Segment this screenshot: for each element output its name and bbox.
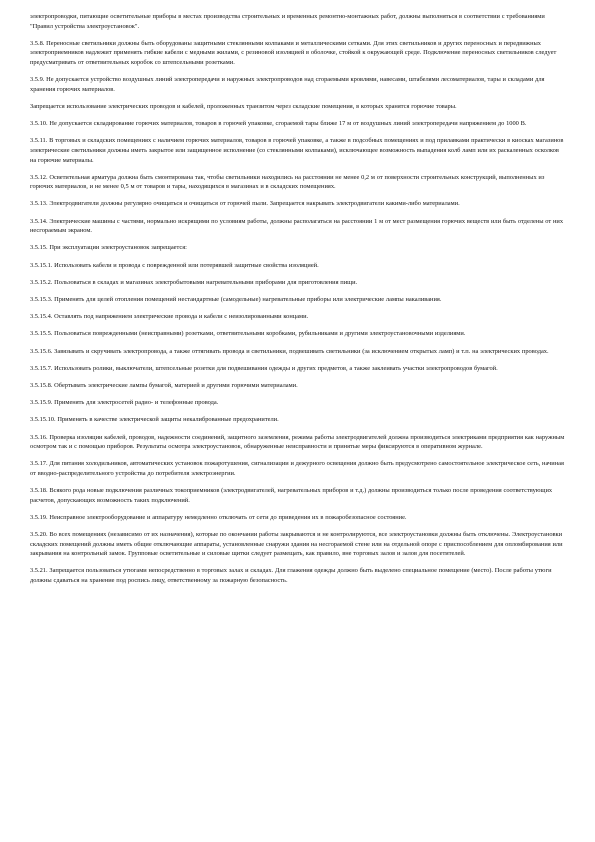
paragraph-3-5-15-4: 3.5.15.4. Оставлять под напряжением электрические провода и кабели с неизолированными концами. (30, 313, 309, 321)
paragraph-3-5-16: 3.5.16. Проверка изоляции кабелей, проводов, надежности соединений, защитного заземления, режима работы электродвигателей должна производиться электриками предприятия как наружным осмотром так и с помощью приборов. Результаты осмотра электроустановок, обнаруженные неисправности и принятые меры фиксируются в оперативном журнале. (30, 433, 565, 451)
paragraph-3-5-15-8: 3.5.15.8. Обертывать электрические лампы бумагой, материей и другими горючими материалами. (30, 381, 298, 389)
paragraph-3-5-10: 3.5.10. Не допускается складирование горючих материалов, товаров в горючей упаковке, сгораемой тары ближе 17 м от воздушных линий электропередачи напряжением до 1000 В. (30, 120, 527, 128)
paragraph-3-5-11: 3.5.11. В торговых и складских помещениях с наличием горючих материалов, товаров в горючей упаковке, а также в подсобных помещениях и под прилавками практически в киосках магазинов электрические светильники должны иметь закрытое или защищенное исполнение (со стеклянными колпаками), исключающее возможность выпадения колб ламп или их раскаленных осколков на горючие материалы. (30, 137, 564, 164)
paragraph-transit-wiring: Запрещается использование электрических проводов и кабелей, проложенных транзитом через складские помещения, в которых хранятся горючие товары. (30, 102, 457, 110)
paragraph-3-5-14: 3.5.14. Электрические машины с частями, нормально искрящими по условиям работы, должны располагаться на расстоянии 1 м от мест размещения горючих веществ или быть отделены от них несгораемым экраном. (30, 217, 564, 235)
paragraph-3-5-21: 3.5.21. Запрещается пользоваться утюгами непосредственно в торговых залах и складах. Для глажения одежды должно быть выделено специальное помещение (место). После работы утюги должны сдаваться на хранение под роспись лицу, ответственному за пожарную безопасность. (30, 567, 552, 584)
paragraph-3-5-15-7: 3.5.15.7. Использовать ролики, выключатели, штепсельные розетки для подвешивания одежды и других предметов, а также заклеивать участки электропроводов бумагой. (30, 364, 498, 372)
paragraph-3-5-15-1: 3.5.15.1. Использовать кабели и провода с поврежденной или потерявшей защитные свойства изоляцией. (30, 261, 319, 269)
paragraph-3-5-15-9: 3.5.15.9. Применять для электросетей радио- и телефонные провода. (30, 399, 219, 407)
paragraph-3-5-17: 3.5.17. Для питания холодильников, автоматических установок пожаротушения, сигнализации и дежурного освещения должно быть предусмотрено самостоятельное электрическое сеть, начиная от вводно-распределительного устройства до потребителя электроэнергии. (30, 460, 564, 477)
paragraph-3-5-13: 3.5.13. Электродвигатели должны регулярно очищаться и очищаться от горючей пыли. Запрещается накрывать электродвигатели какими-либо материалами. (30, 200, 460, 208)
paragraph-3-5-15-6: 3.5.15.6. Завязывать и скручивать электропровода, а также оттягивать провода и светильники, подвешивать светильники (за исключением открытых ламп) и т.п. на электрических проводах. (30, 347, 549, 355)
paragraph-3-5-15-10: 3.5.15.10. Применять в качестве электрической защиты некалиброванные предохранители. (30, 416, 279, 424)
paragraph-3-5-12: 3.5.12. Осветительная арматура должна быть смонтирована так, чтобы светильники находились на расстоянии не менее 0,2 м от поверхности строительных конструкций, выполненных из горючих материалов, и не менее 0,5 м от товаров и тары, находящихся в магазинах и в складских помещениях. (30, 173, 545, 191)
paragraph-3-5-19: 3.5.19. Неисправное электрооборудование и аппаратуру немедленно отключать от сети до приведения их в пожаробезопасное состояние. (30, 513, 407, 521)
paragraph-3-5-20: 3.5.20. Во всех помещениях (независимо от их назначения), которые по окончании работы закрываются и не контролируются, все электроустановки должны быть отключены. Электроустановки складских помещений должны иметь общие отключающие аппараты, установленные снаружи здания на несгораемой стене или на отдельной опоре с приспособлением для опломбирования или закрывания на контрольный замок. Групповые осветительные и силовые щитки следует размещать, как правило, вне торговых залов и залов для посетителей. (30, 531, 563, 558)
paragraph-3-5-15: 3.5.15. При эксплуатации электроустановок запрещается: (30, 244, 187, 252)
paragraph-3-5-9: 3.5.9. Не допускается устройство воздушных линий электропередачи и наружных электропроводов над сгораемыми кровлями, навесами, штабелями лесоматериалов, тары и складами для хранения горючих материалов. (30, 76, 545, 93)
paragraph-3-5-15-5: 3.5.15.5. Пользоваться поврежденными (неисправными) розетками, ответвительными коробками, рубильниками и другими электроустановочными изделиями. (30, 330, 466, 338)
paragraph-3-5-15-2: 3.5.15.2. Пользоваться в складах и магазинах электробытовыми нагревательными приборами для приготовления пищи. (30, 278, 358, 286)
paragraph-intro: электропроводки, питающие осветительные приборы в местах производства строительных и временных ремонтно-монтажных работ, должны выполняться в соответствии с требованиями "Правил устройства электроустановок". (30, 13, 545, 30)
paragraph-3-5-18: 3.5.18. Всякого рода новые подключения различных токоприемников (электродвигателей, нагревательных приборов и т.д.) должны производиться только после проведения соответствующих расчетов, допускающих возможность таких подключений. (30, 487, 553, 504)
paragraph-3-5-15-3: 3.5.15.3. Применять для целей отопления помещений нестандартные (самодельные) нагревательные приборы или электрические лампы накаливания. (30, 296, 442, 303)
paragraph-3-5-8: 3.5.8. Переносные светильники должны быть оборудованы защитными стеклянными колпаками и металлическими сетками. Для этих светильников и других переносных и передвижных электроприемников надлежит применять гибкие кабели с медными жилами, с резиновой изоляцией в оболочке, стойкой к окружающей среде. Подключение переносных светильников следует предусматривать от ответвительных коробок со штепсельными розетками. (30, 39, 557, 66)
